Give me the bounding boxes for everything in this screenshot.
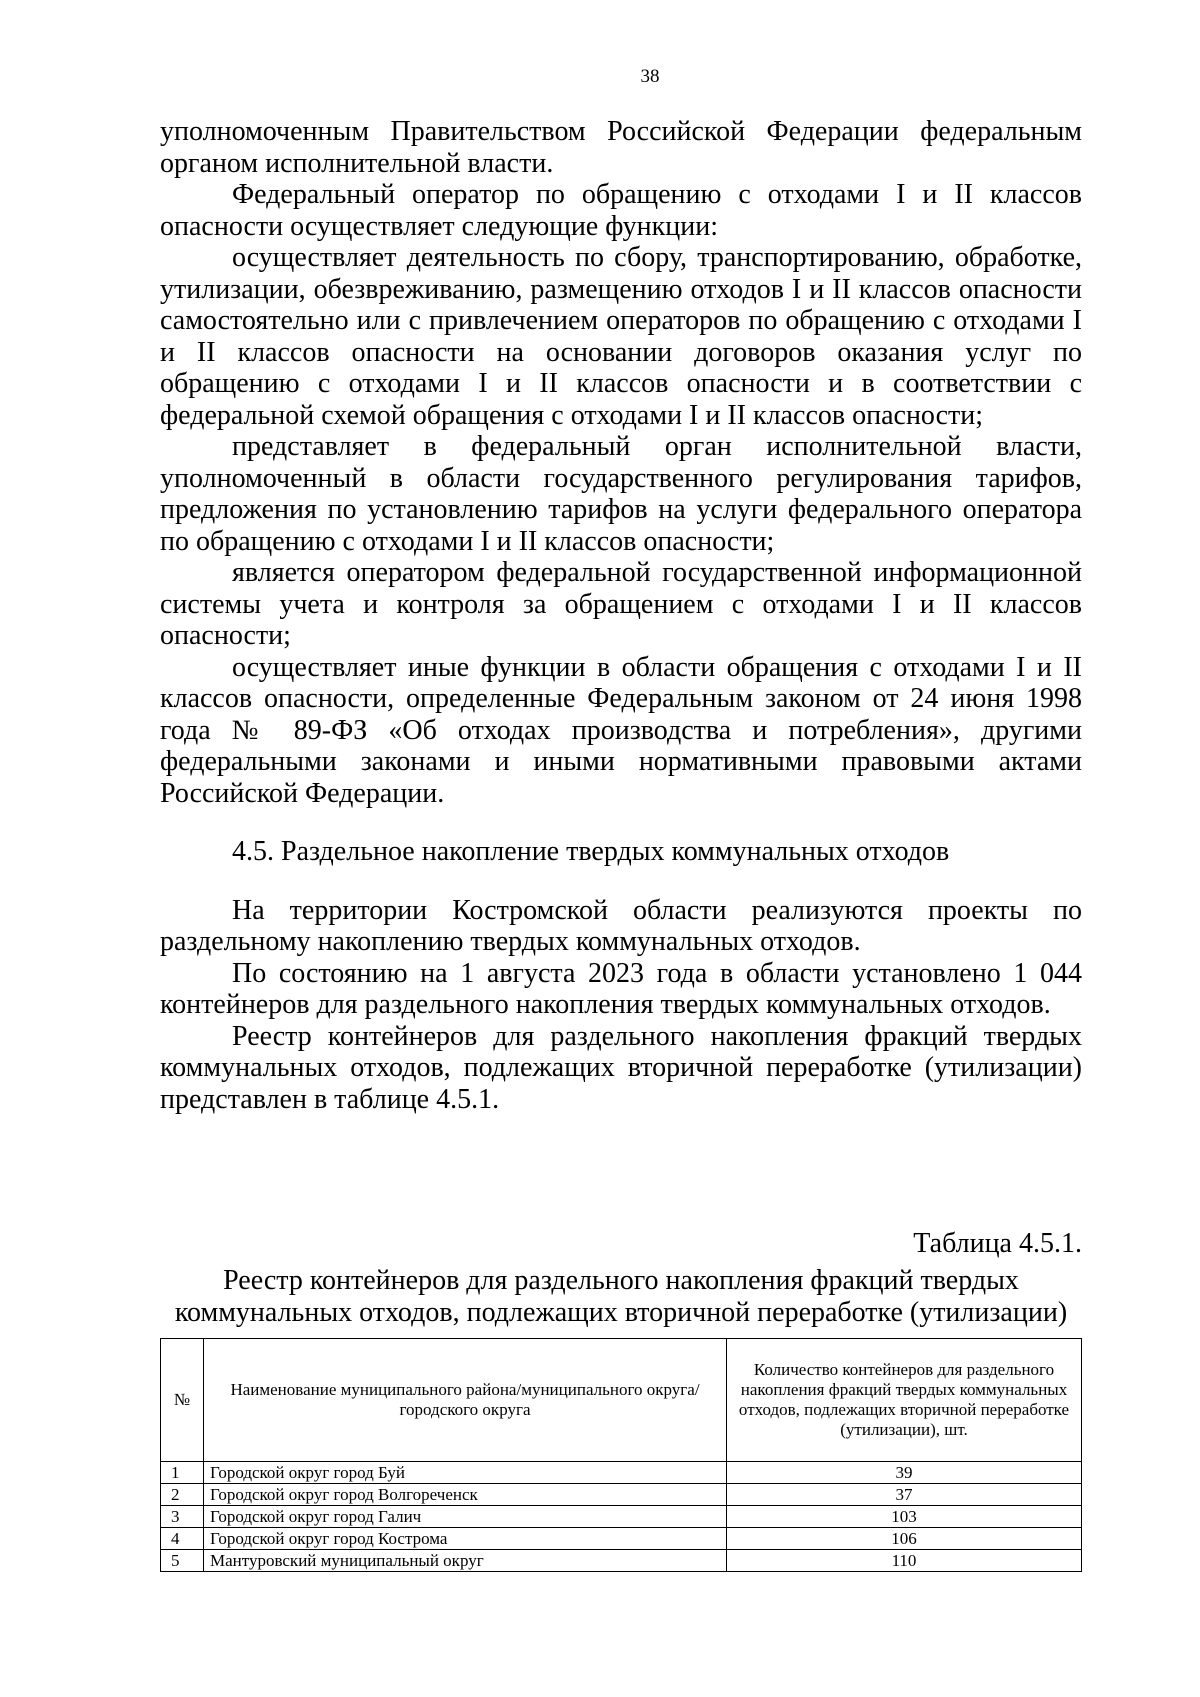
row-number: 2 [161,1484,204,1506]
row-number: 5 [161,1550,204,1572]
section-heading: 4.5. Раздельное накопление твердых коммунальных отходов [232,836,950,867]
row-name: Городской округ город Волгореченск [204,1484,727,1506]
row-number: 4 [161,1528,204,1550]
table-row [161,1484,1082,1506]
table-row [161,1528,1082,1550]
row-number: 1 [161,1462,204,1484]
row-count: 37 [727,1484,1082,1506]
row-number: 3 [161,1506,204,1528]
paragraph-section-1: На территории Костромской области реализуются проекты по раздельному накоплению твердых коммунальных отходов. [160,894,1082,957]
row-count: 106 [727,1528,1082,1550]
header-name: Наименование муниципального района/муниципального округа/городского округа [204,1339,727,1462]
row-name: Городской округ город Буй [204,1462,727,1484]
document-body [160,116,1082,1115]
paragraph-section-2: По состоянию на 1 августа 2023 года в области установлено 1 044 контейнеров для раздельного накопления твердых коммунальных отходов. [160,957,1082,1020]
table-row [161,1506,1082,1528]
row-name: Городской округ город Кострома [204,1528,727,1550]
row-count: 110 [727,1550,1082,1572]
row-name: Мантуровский муниципальный округ [204,1550,727,1572]
row-count: 39 [727,1462,1082,1484]
header-count: Количество контейнеров для раздельного накопления фракций твердых коммунальных отходов, подлежащих вторичной переработке (утилизации), шт. [727,1339,1082,1462]
table-header-row [161,1339,1082,1462]
paragraph-function-1: осуществляет деятельность по сбору, транспортированию, обработке, утилизации, обезвреживанию, размещению отходов I и II классов опасности самостоятельно или с привлечением операторов по обращению с отходами I и II классов опасности на основании договоров оказания услуг по обращению с отходами I и II классов опасности и в соответствии с федеральной схемой обращения с отходами I и II классов опасности; [160,242,1082,431]
paragraph-federal-operator: Федеральный оператор по обращению с отходами I и II классов опасности осуществляет следующие функции: [160,179,1082,242]
table-row [161,1550,1082,1572]
table-row [161,1462,1082,1484]
header-number: № [161,1339,204,1462]
paragraph-function-4: осуществляет иные функции в области обращения с отходами I и II классов опасности, определенные Федеральным законом от 24 июня 1998 года № 89-ФЗ «Об отходах производства и потребления», другими федеральными законами и иными нормативными правовыми актами Российской Федерации. [160,651,1082,809]
table-label: Таблица 4.5.1. [913,1228,1082,1259]
paragraph-continuation: уполномоченным Правительством Российской Федерации федеральным органом исполнительной власти. [160,116,1082,179]
row-count: 103 [727,1506,1082,1528]
paragraph-section-3: Реестр контейнеров для раздельного накопления фракций твердых коммунальных отходов, подлежащих вторичной переработке (утилизации) представлен в таблице 4.5.1. [160,1020,1082,1115]
table-title: Реестр контейнеров для раздельного накопления фракций твердых коммунальных отходов, подлежащих вторичной переработке (утилизации) [174,1265,1068,1328]
row-name: Городской округ город Галич [204,1506,727,1528]
paragraph-function-3: является оператором федеральной государственной информационной системы учета и контроля за обращением с отходами I и II классов опасности; [160,557,1082,651]
registry-table [160,1338,1082,1572]
paragraph-function-2: представляет в федеральный орган исполнительной власти, уполномоченный в области государственного регулирования тарифов, предложения по установлению тарифов на услуги федерального оператора по обращению с отходами I и II классов опасности; [160,431,1082,557]
page-number: 38 [640,66,660,87]
